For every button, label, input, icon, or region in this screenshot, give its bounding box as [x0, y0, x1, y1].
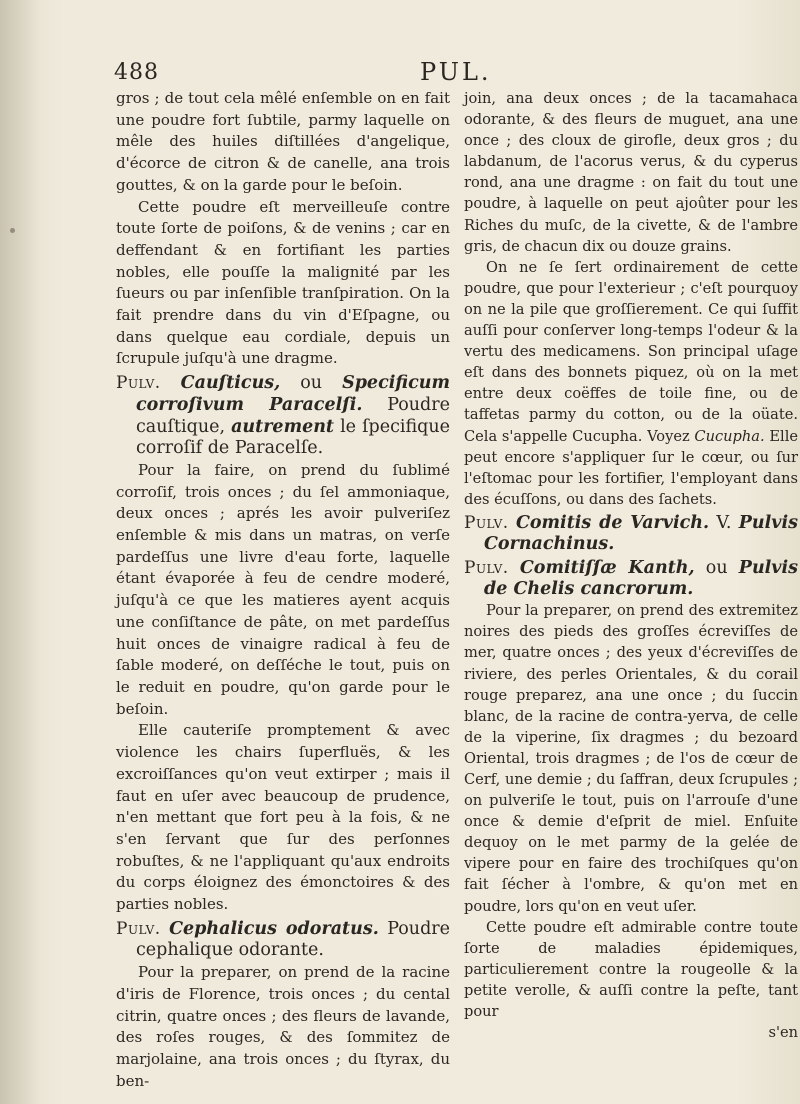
page-number: 488: [114, 60, 159, 85]
entry-headword: Pulv.: [116, 373, 161, 394]
entry-latin-name: Cauſticus,: [180, 373, 281, 394]
paragraph: Pour la preparer, on prend de la racine d'iris de Florence, trois onces ; du cental citrin, quatre onces ; des fleurs de lavande, des roſes rouges, & des ſommitez de marjolaine, ana trois onces ; du ſtyrax, du ben-: [116, 963, 450, 1090]
cross-reference: Pulvis Cornachinus.: [484, 512, 798, 554]
entry-french-name: le ſpecifique corroſif de Paracelſe.: [136, 416, 450, 459]
entry-french-name: Poudre cauſtique,: [136, 394, 450, 437]
entry-connector: autrement: [231, 416, 335, 437]
entry-connector: V.: [716, 512, 732, 533]
entry-latin-name: Comitis de Varvich.: [515, 512, 710, 533]
entry-latin-name: Pulvis de Chelis cancrorum.: [484, 558, 798, 600]
paragraph: [464, 257, 798, 510]
entry-headword: Pulv.: [464, 512, 509, 533]
page-header: [0, 54, 800, 88]
catchword: s'en: [768, 1024, 798, 1042]
paragraph: Pour la preparer, on prend des extremitez noires des pieds des groſſes écreviſſes de mer, quatre onces ; des yeux d'écreviſſes de riviere, des perles Orientales, & du corail rouge preparez, ana une once ; du ſuccin blanc, de la racine de contra-yerva, de celle de la viperine, ſix dragmes ; du bezoard Oriental, trois dragmes ; de l'os de cœur de Cerf, une demie ; du ſaffran, deux ſcrupules ; on pulveriſe le tout, puis on l'arrouſe d'une once & demie d'eſprit de miel. Enſuite dequoy on le met parmy de la gelée de vipere pour en faire des trochiſques qu'on fait ſécher à l'ombre, & qu'on met en poudre, lors qu'on en veut uſer.: [464, 602, 798, 915]
entry-heading: [116, 373, 450, 460]
entry-connector: ou: [705, 558, 728, 579]
entry-connector: ou: [300, 373, 323, 394]
entry-latin-name: Specificum corroſivum Paracelſi.: [136, 373, 450, 415]
paragraph-text: Elle peut encore s'appliquer ſur le cœur, ou ſur l'eſtomac pour les fortifier, l'employant dans des écuſſons, ou dans des ſachets.: [464, 427, 799, 508]
paragraph: Cette poudre eſt admirable contre toute ſorte de maladies épidemiques, particulierement contre la rougeolle & la petite verolle, & auſſi contre la peſte, tant pour: [464, 918, 798, 1021]
paragraph-text: On ne ſe ſert ordinairement de cette poudre, que pour l'exterieur ; c'eſt pourquoy on ne la pile que groſſierement. Ce qui ſuffit auſſi pour conſerver long-temps l'odeur & la vertu des medicamens. Son principal uſage eſt dans des bonnets piquez, où on la met entre deux coëffes de toile fine, ou de taffetas parmy du cotton, ou de la oüate. Cela s'appelle Cucupha. Voyez: [464, 258, 798, 445]
entry-french-name: Poudre cephalique odorante.: [136, 918, 450, 961]
paragraph: gros ; de tout cela mêlé enſemble on en fait une poudre fort ſubtile, parmy laquelle on mêle des huiles diſtillées d'angelique, d'écorce de citron & de canelle, ana trois gouttes, & on la garde pour le beſoin.: [116, 89, 450, 194]
entry-heading: [464, 558, 798, 600]
binding-shadow: [0, 0, 40, 1104]
paragraph: join, ana deux onces ; de la tacamahaca odorante, & des fleurs de muguet, ana une once ; des cloux de girofle, deux gros ; du labdanum, de l'acorus verus, & du cyperus rond, ana une dragme : on fait du tout une poudre, à laquelle on peut ajoûter pour les Riches du muſc, de la civette, & de l'ambre gris, de chacun dix ou douze grains.: [464, 90, 798, 255]
entry-latin-name: Comitiſſæ Kanth,: [519, 558, 695, 579]
paragraph: Elle cauteriſe promptement & avec violence les chairs ſuperfluës, & les excroiſſances qu'on veut extirper ; mais il faut en uſer avec beaucoup de prudence, n'en mettant que fort peu à la fois, & ne s'en ſervant que ſur des perſonnes robuſtes, & ne l'appliquant qu'aux endroits du corps éloignez des émonctoires & des parties nobles.: [116, 721, 450, 914]
cross-reference: Cucupha.: [694, 427, 765, 445]
entry-heading: [116, 919, 450, 962]
entry-headword: Pulv.: [464, 558, 509, 579]
left-column: [116, 88, 450, 1092]
paragraph: Pour la faire, on prend du ſublimé corroſif, trois onces ; du ſel ammoniaque, deux onces ; aprés les avoir pulveriſez enſemble & mis dans un matras, on verſe pardeſſus une livre d'eau forte, laquelle étant évaporée à feu de cendre moderé, juſqu'à ce que les matieres ayent acquis une conſiſtance de pâte, on met pardeſſus huit onces de vinaigre radical à feu de ſable moderé, on deſſéche le tout, puis on le reduit en poudre, qu'on garde pour le beſoin.: [116, 460, 450, 718]
running-head: PUL.: [420, 58, 492, 86]
entry-latin-name: Cephalicus odoratus.: [169, 918, 379, 939]
paper-speck: [10, 228, 15, 233]
entry-heading: [464, 513, 798, 555]
right-column: [464, 88, 798, 1043]
paragraph: Cette poudre eſt merveilleuſe contre toute ſorte de poiſons, & de venins ; car en deffendant & en fortifiant les parties nobles, elle pouſſe la malignité par les ſueurs ou par inſenſible tranſpiration. On la fait prendre dans du vin d'Eſpagne, ou dans quelque eau cordiale, depuis un ſcrupule juſqu'à une dragme.: [116, 197, 450, 368]
entry-headword: Pulv.: [116, 918, 161, 939]
